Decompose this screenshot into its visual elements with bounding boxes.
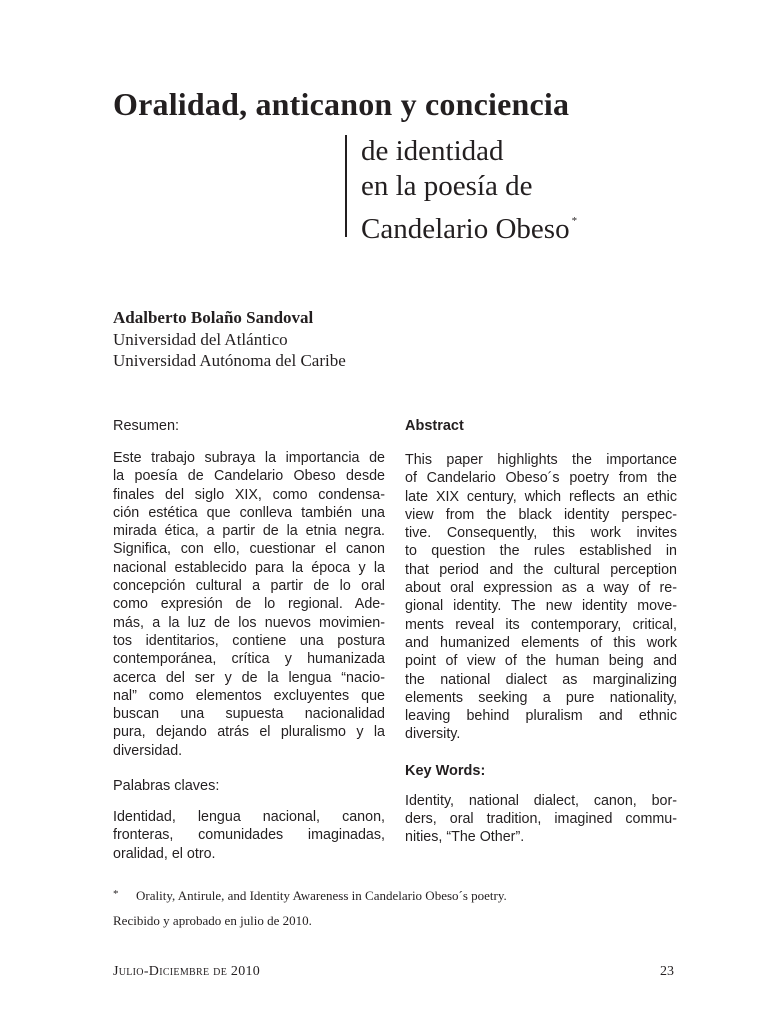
- text-line: and humanized elements of this work: [405, 634, 677, 651]
- text-line: Significa, con ello, cuestionar el canon: [113, 541, 385, 558]
- author-block: [113, 307, 346, 372]
- footnote-text: Orality, Antirule, and Identity Awareness in Candelario Obeso´s poetry.: [136, 888, 507, 903]
- text-line: como expresión de lo regional. Ade-: [113, 596, 385, 613]
- page-number: 23: [660, 964, 674, 979]
- text-line: elements seeking a pure nationality,: [405, 689, 677, 706]
- author-name: Adalberto Bolaño Sandoval: [113, 308, 314, 327]
- text-line: ments reveal its contemporary, critical,: [405, 616, 677, 633]
- subtitle-line: de identidad: [361, 135, 504, 167]
- subtitle-line: Candelario Obeso *: [361, 213, 578, 245]
- text-line: point of view of the human being and: [405, 653, 677, 670]
- text-line: nal” como elementos excluyentes que: [113, 687, 385, 704]
- journal-issue-date: Julio-Diciembre de 2010: [113, 964, 261, 979]
- spanish-abstract-column: [113, 418, 385, 863]
- palabras-claves-text: [113, 808, 385, 863]
- text-line: Este trabajo subraya la importancia de: [113, 450, 385, 466]
- footnote-marker: *: [113, 888, 119, 900]
- text-line: buscan una supuesta nacionalidad: [113, 706, 385, 723]
- subtitle-line: en la poesía de: [361, 170, 533, 202]
- text-line: nities, “The Other”.: [405, 829, 525, 846]
- text-line: oralidad, el otro.: [113, 845, 216, 862]
- title-footnote-marker: *: [571, 215, 578, 227]
- text-line: tos identitarios, contiene una postura: [113, 632, 385, 649]
- author-affiliation: Universidad Autónoma del Caribe: [113, 351, 346, 370]
- text-line: diversity.: [405, 726, 461, 743]
- resumen-heading: Resumen:: [113, 418, 180, 434]
- palabras-claves-heading: Palabras claves:: [113, 778, 220, 795]
- text-line: tive. Consequently, this work invites: [405, 525, 677, 542]
- key-words-heading: Key Words:: [405, 762, 486, 779]
- text-line: ción estética que conlleva también una: [113, 504, 385, 521]
- text-line: pura, dejando atrás el pluralismo y la: [113, 724, 385, 741]
- text-line: ders, oral tradition, imagined commu-: [405, 811, 677, 828]
- text-line: late XIX century, which reflects an ethic: [405, 488, 677, 505]
- key-words-text: [405, 792, 677, 847]
- text-line: This paper highlights the importance: [405, 452, 677, 468]
- text-line: nacional establecido para la época y la: [113, 559, 385, 576]
- resumen-text: [113, 449, 385, 760]
- text-line: Identity, national dialect, canon, bor-: [405, 792, 677, 809]
- article-title: Oralidad, anticanon y conciencia: [113, 86, 570, 122]
- text-line: Identidad, lengua nacional, canon,: [113, 809, 385, 826]
- text-line: the national dialect as marginalizing: [405, 671, 677, 688]
- text-line: diversidad.: [113, 742, 183, 759]
- text-line: leaving behind pluralism and ethnic: [405, 708, 677, 725]
- text-line: of Candelario Obeso´s poetry from the: [405, 470, 677, 487]
- text-line: about oral expression as a way of re-: [405, 580, 677, 597]
- text-line: mirada ética, a partir de la etnia negra.: [113, 523, 385, 540]
- received-note: Recibido y aprobado en julio de 2010.: [113, 913, 312, 928]
- english-abstract-column: [405, 418, 677, 847]
- text-line: fronteras, comunidades imaginadas,: [113, 827, 385, 844]
- text-line: gional identity. The new identity move-: [405, 598, 677, 615]
- abstract-heading: Abstract: [405, 418, 464, 434]
- abstract-text: [405, 451, 677, 744]
- text-line: más, a la luz de los nuevos movimien-: [113, 614, 385, 631]
- text-line: view from the black identity perspec-: [405, 506, 677, 523]
- text-line: concepción cultural a partir de lo oral: [113, 578, 385, 595]
- text-line: to question the rules established in: [405, 543, 677, 560]
- text-line: that period and the cultural perception: [405, 561, 677, 578]
- article-subtitle: [361, 134, 577, 247]
- text-line: contemporánea, crítica y humanizada: [113, 651, 385, 668]
- text-line: finales del siglo XIX, como condensa-: [113, 486, 385, 503]
- title-vertical-rule: [345, 135, 347, 237]
- text-line: acerca del ser y de la lengua “nacio-: [113, 669, 385, 686]
- author-affiliation: Universidad del Atlántico: [113, 329, 288, 349]
- text-line: la poesía de Candelario Obeso desde: [113, 468, 385, 485]
